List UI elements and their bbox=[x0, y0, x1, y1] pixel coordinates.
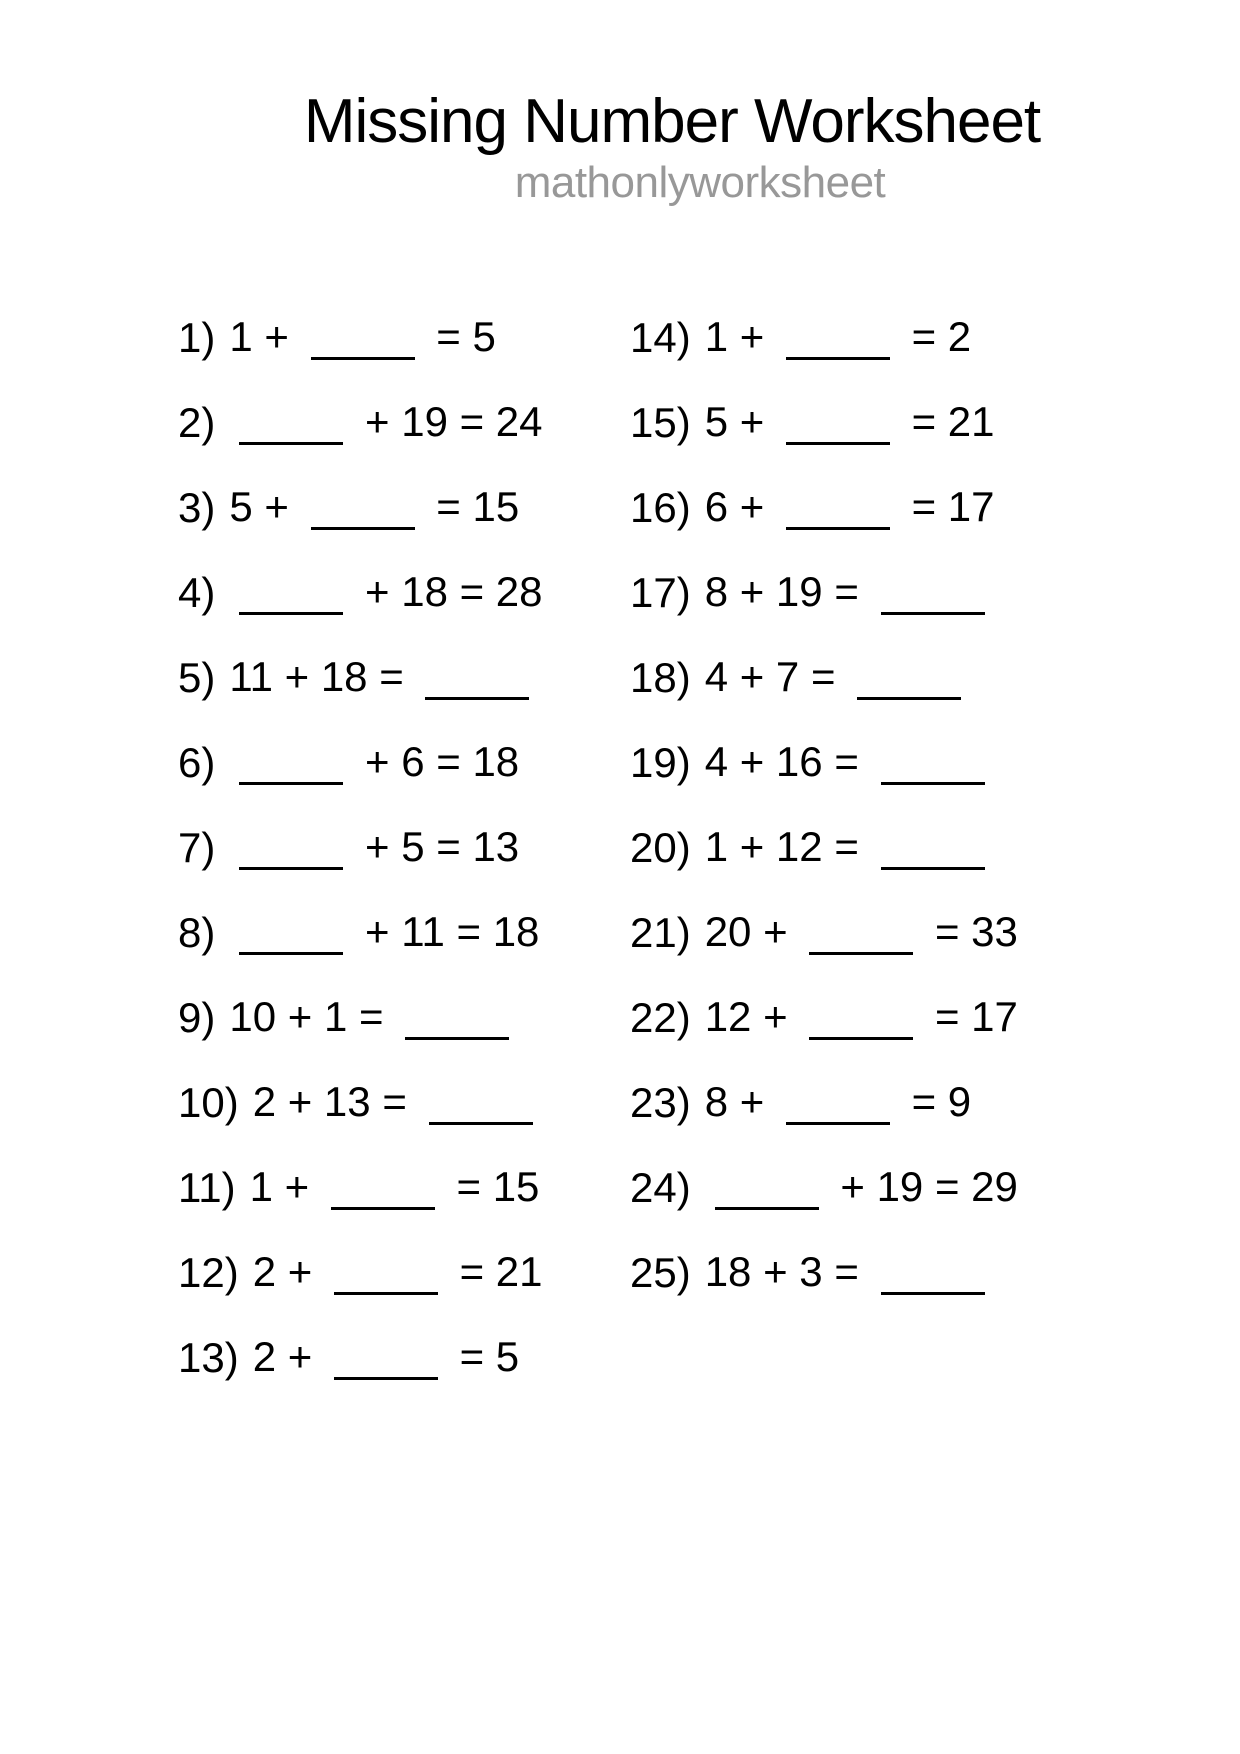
problem-expression: 2 + 13 = bbox=[253, 1081, 543, 1125]
answer-blank bbox=[881, 1258, 985, 1295]
problem-number: 22) bbox=[630, 993, 691, 1041]
problem-row bbox=[630, 1145, 1018, 1230]
problem-row bbox=[630, 380, 1018, 465]
problem-number: 5) bbox=[178, 653, 216, 701]
problem-row bbox=[178, 1145, 630, 1230]
problem-number: 18) bbox=[630, 653, 691, 701]
problem-row bbox=[178, 720, 630, 805]
answer-blank bbox=[239, 833, 343, 870]
answer-blank bbox=[239, 918, 343, 955]
problem-number: 23) bbox=[630, 1078, 691, 1126]
problem-expression: 4 + 16 = bbox=[705, 741, 995, 785]
problem-expression: 8 + 19 = bbox=[705, 571, 995, 615]
problem-expression: + 11 = 18 bbox=[229, 911, 539, 955]
problem-number: 7) bbox=[178, 823, 216, 871]
problem-expression: 2 + = 21 bbox=[252, 1247, 543, 1295]
answer-blank bbox=[809, 1003, 913, 1040]
answer-blank bbox=[239, 578, 343, 615]
problem-number: 6) bbox=[178, 738, 216, 786]
problem-row bbox=[630, 805, 1018, 890]
problems-column-right bbox=[630, 295, 1018, 1315]
problem-row bbox=[630, 720, 1018, 805]
answer-blank bbox=[239, 408, 343, 445]
problems-column-left bbox=[178, 295, 630, 1400]
problem-expression: 8 + = 9 bbox=[704, 1077, 972, 1125]
problem-row bbox=[178, 550, 630, 635]
answer-blank bbox=[334, 1343, 438, 1380]
answer-blank bbox=[239, 748, 343, 785]
problems-grid bbox=[178, 295, 1018, 1400]
answer-blank bbox=[881, 748, 985, 785]
problem-expression: 18 + 3 = bbox=[705, 1251, 995, 1295]
problem-row bbox=[178, 890, 630, 975]
worksheet-header bbox=[0, 88, 1240, 206]
problem-row bbox=[178, 1060, 630, 1145]
page-subtitle: mathonlyworksheet bbox=[514, 158, 886, 208]
problem-expression: 1 + = 15 bbox=[249, 1162, 540, 1210]
problem-number: 25) bbox=[630, 1248, 691, 1296]
problem-number: 11) bbox=[178, 1163, 236, 1211]
problem-number: 2) bbox=[178, 398, 216, 446]
answer-blank bbox=[786, 323, 890, 360]
problem-row bbox=[178, 295, 630, 380]
problem-number: 8) bbox=[178, 908, 216, 956]
answer-blank bbox=[331, 1173, 435, 1210]
problem-expression: 11 + 18 = bbox=[229, 656, 539, 700]
problem-row bbox=[630, 1060, 1018, 1145]
problem-row bbox=[178, 1315, 630, 1400]
problem-row bbox=[178, 805, 630, 890]
problem-expression: + 6 = 18 bbox=[229, 741, 519, 785]
problem-number: 3) bbox=[178, 483, 216, 531]
answer-blank bbox=[881, 578, 985, 615]
answer-blank bbox=[334, 1258, 438, 1295]
problem-row bbox=[178, 635, 630, 720]
problem-number: 24) bbox=[630, 1163, 691, 1211]
answer-blank bbox=[857, 663, 961, 700]
page-title: Missing Number Worksheet bbox=[303, 87, 1041, 156]
answer-blank bbox=[809, 918, 913, 955]
problem-expression: 5 + = 21 bbox=[704, 397, 995, 445]
problem-number: 1) bbox=[178, 313, 216, 361]
problem-expression: 1 + = 5 bbox=[229, 312, 496, 360]
problem-number: 14) bbox=[630, 313, 691, 361]
answer-blank bbox=[311, 493, 415, 530]
problem-number: 13) bbox=[178, 1333, 239, 1381]
problem-number: 20) bbox=[630, 823, 691, 871]
problem-expression: 4 + 7 = bbox=[705, 656, 971, 700]
problem-number: 12) bbox=[178, 1248, 239, 1296]
problem-number: 17) bbox=[630, 568, 691, 616]
answer-blank bbox=[715, 1173, 819, 1210]
problem-number: 10) bbox=[178, 1078, 239, 1126]
problem-row bbox=[178, 975, 630, 1060]
problem-number: 9) bbox=[178, 993, 216, 1041]
problem-number: 21) bbox=[630, 908, 691, 956]
problem-expression: 20 + = 33 bbox=[704, 907, 1018, 955]
problem-expression: 2 + = 5 bbox=[252, 1332, 520, 1380]
problem-row bbox=[630, 550, 1018, 635]
answer-blank bbox=[786, 408, 890, 445]
problem-number: 19) bbox=[630, 738, 691, 786]
problem-expression: + 19 = 29 bbox=[705, 1166, 1018, 1210]
answer-blank bbox=[786, 493, 890, 530]
problem-expression: 1 + 12 = bbox=[705, 826, 995, 870]
problem-row bbox=[630, 890, 1018, 975]
problem-row bbox=[630, 975, 1018, 1060]
problem-expression: 6 + = 17 bbox=[704, 482, 995, 530]
answer-blank bbox=[881, 833, 985, 870]
answer-blank bbox=[429, 1088, 533, 1125]
problem-expression: 10 + 1 = bbox=[229, 996, 519, 1040]
problem-expression: 5 + = 15 bbox=[229, 482, 520, 530]
problem-expression: + 5 = 13 bbox=[229, 826, 519, 870]
problem-row bbox=[178, 1230, 630, 1315]
problem-row bbox=[630, 635, 1018, 720]
answer-blank bbox=[311, 323, 415, 360]
problem-expression: + 19 = 24 bbox=[229, 401, 542, 445]
problem-row bbox=[630, 465, 1018, 550]
problem-number: 16) bbox=[630, 483, 691, 531]
problem-expression: 12 + = 17 bbox=[704, 992, 1018, 1040]
problem-expression: + 18 = 28 bbox=[229, 571, 542, 615]
problem-row bbox=[178, 380, 630, 465]
problem-expression: 1 + = 2 bbox=[704, 312, 972, 360]
problem-row bbox=[630, 295, 1018, 380]
answer-blank bbox=[405, 1003, 509, 1040]
problem-row bbox=[178, 465, 630, 550]
answer-blank bbox=[786, 1088, 890, 1125]
problem-number: 4) bbox=[178, 568, 216, 616]
answer-blank bbox=[425, 663, 529, 700]
problem-number: 15) bbox=[630, 398, 691, 446]
subtitle-row bbox=[0, 156, 1240, 206]
problem-row bbox=[630, 1230, 1018, 1315]
